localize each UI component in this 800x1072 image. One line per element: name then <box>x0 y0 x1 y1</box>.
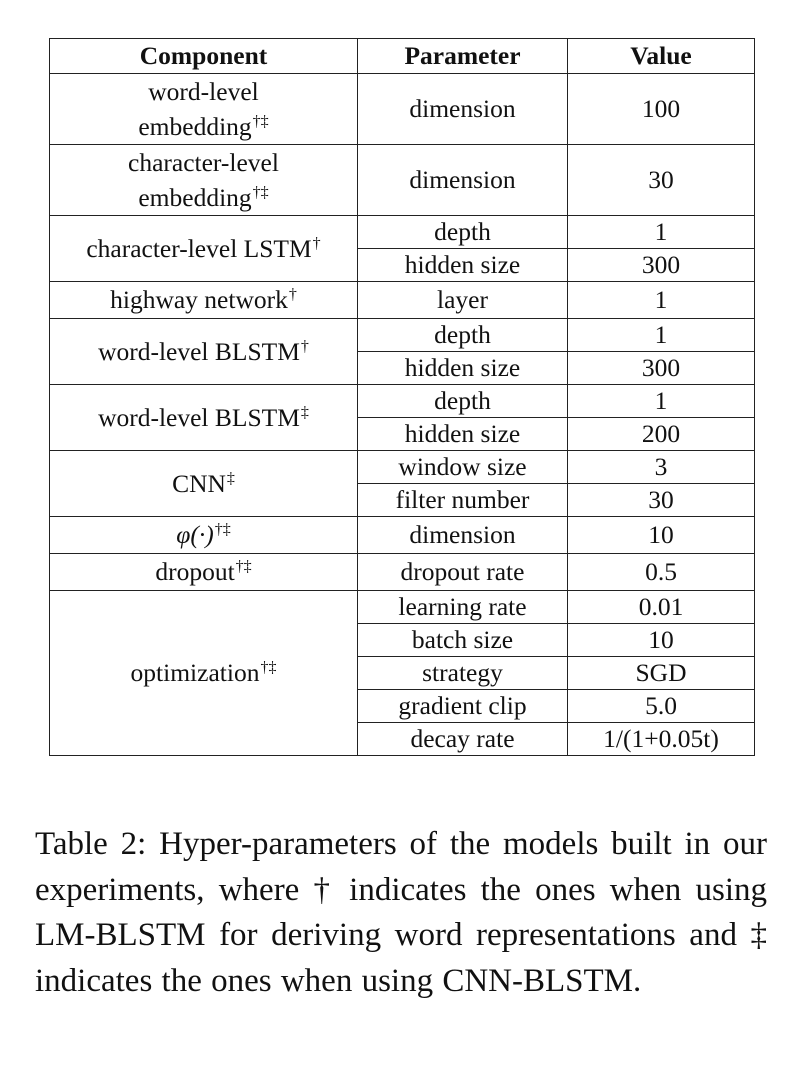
footnote-marks: †‡ <box>235 558 252 575</box>
component-label: φ(·) <box>176 520 214 549</box>
parameter-cell: depth <box>358 319 568 352</box>
header-parameter: Parameter <box>358 39 568 74</box>
parameter-cell: strategy <box>358 657 568 690</box>
footnote-marks: †‡ <box>214 521 231 538</box>
component-cell <box>50 282 358 319</box>
table-row <box>50 74 755 145</box>
hyperparameter-table <box>49 38 755 756</box>
component-cell <box>50 554 358 591</box>
table-row <box>50 554 755 591</box>
table-row <box>50 591 755 624</box>
value-cell: 0.5 <box>568 554 755 591</box>
parameter-cell: decay rate <box>358 723 568 756</box>
component-cell <box>50 451 358 517</box>
value-cell: 1 <box>568 385 755 418</box>
component-line: word-level <box>148 77 259 106</box>
value-cell: 30 <box>568 484 755 517</box>
value-cell: 5.0 <box>568 690 755 723</box>
value-cell: 30 <box>568 145 755 216</box>
parameter-cell: gradient clip <box>358 690 568 723</box>
value-cell: 10 <box>568 624 755 657</box>
footnote-marks: †‡ <box>252 113 269 130</box>
parameter-cell: layer <box>358 282 568 319</box>
component-line: character-level <box>128 148 279 177</box>
table-row <box>50 282 755 319</box>
component-cell <box>50 385 358 451</box>
value-cell: 0.01 <box>568 591 755 624</box>
parameter-cell: learning rate <box>358 591 568 624</box>
value-cell: 3 <box>568 451 755 484</box>
component-cell <box>50 216 358 282</box>
parameter-cell: dimension <box>358 517 568 554</box>
footnote-marks: †‡ <box>252 184 269 201</box>
value-cell: 1 <box>568 319 755 352</box>
footnote-marks: † <box>312 234 321 252</box>
footnote-marks: †‡ <box>260 659 277 676</box>
table-row <box>50 385 755 418</box>
parameter-cell: hidden size <box>358 418 568 451</box>
value-cell: 300 <box>568 352 755 385</box>
table-row <box>50 517 755 554</box>
parameter-cell: filter number <box>358 484 568 517</box>
value-cell: 100 <box>568 74 755 145</box>
footnote-marks: ‡ <box>226 469 235 487</box>
table-row <box>50 145 755 216</box>
footnote-marks: † <box>300 337 309 355</box>
component-label: CNN <box>172 468 226 498</box>
value-cell: 300 <box>568 249 755 282</box>
component-cell <box>50 145 358 216</box>
component-label: character-level LSTM <box>86 233 312 263</box>
component-label: optimization <box>130 658 260 687</box>
component-line: embedding <box>138 183 252 212</box>
table-row <box>50 451 755 484</box>
value-cell: SGD <box>568 657 755 690</box>
parameter-cell: hidden size <box>358 352 568 385</box>
table-caption: Table 2: Hyper-parameters of the models built in our experiments, where † indicates the ones when using LM-BLSTM for deriving word representations and ‡ indicates the ones when using CNN-BLSTM. <box>35 826 767 999</box>
component-label: word-level BLSTM <box>98 402 300 432</box>
footnote-marks: ‡ <box>300 403 309 421</box>
component-label: dropout <box>155 557 235 586</box>
parameter-cell: depth <box>358 385 568 418</box>
header-component: Component <box>50 39 358 74</box>
value-cell: 1/(1+0.05t) <box>568 723 755 756</box>
parameter-cell: batch size <box>358 624 568 657</box>
table-header-row <box>50 39 755 74</box>
parameter-cell: dropout rate <box>358 554 568 591</box>
value-cell: 10 <box>568 517 755 554</box>
parameter-cell: dimension <box>358 145 568 216</box>
parameter-cell: window size <box>358 451 568 484</box>
value-cell: 1 <box>568 282 755 319</box>
table-row <box>50 216 755 249</box>
component-cell <box>50 517 358 554</box>
component-line: embedding <box>138 112 252 141</box>
parameter-cell: depth <box>358 216 568 249</box>
header-value: Value <box>568 39 755 74</box>
component-cell <box>50 591 358 756</box>
component-label: word-level BLSTM <box>98 336 300 366</box>
component-cell <box>50 319 358 385</box>
value-cell: 1 <box>568 216 755 249</box>
component-cell <box>50 74 358 145</box>
table-row <box>50 319 755 352</box>
parameter-cell: hidden size <box>358 249 568 282</box>
footnote-marks: † <box>288 286 297 303</box>
component-label: highway network <box>110 285 288 314</box>
parameter-cell: dimension <box>358 74 568 145</box>
value-cell: 200 <box>568 418 755 451</box>
